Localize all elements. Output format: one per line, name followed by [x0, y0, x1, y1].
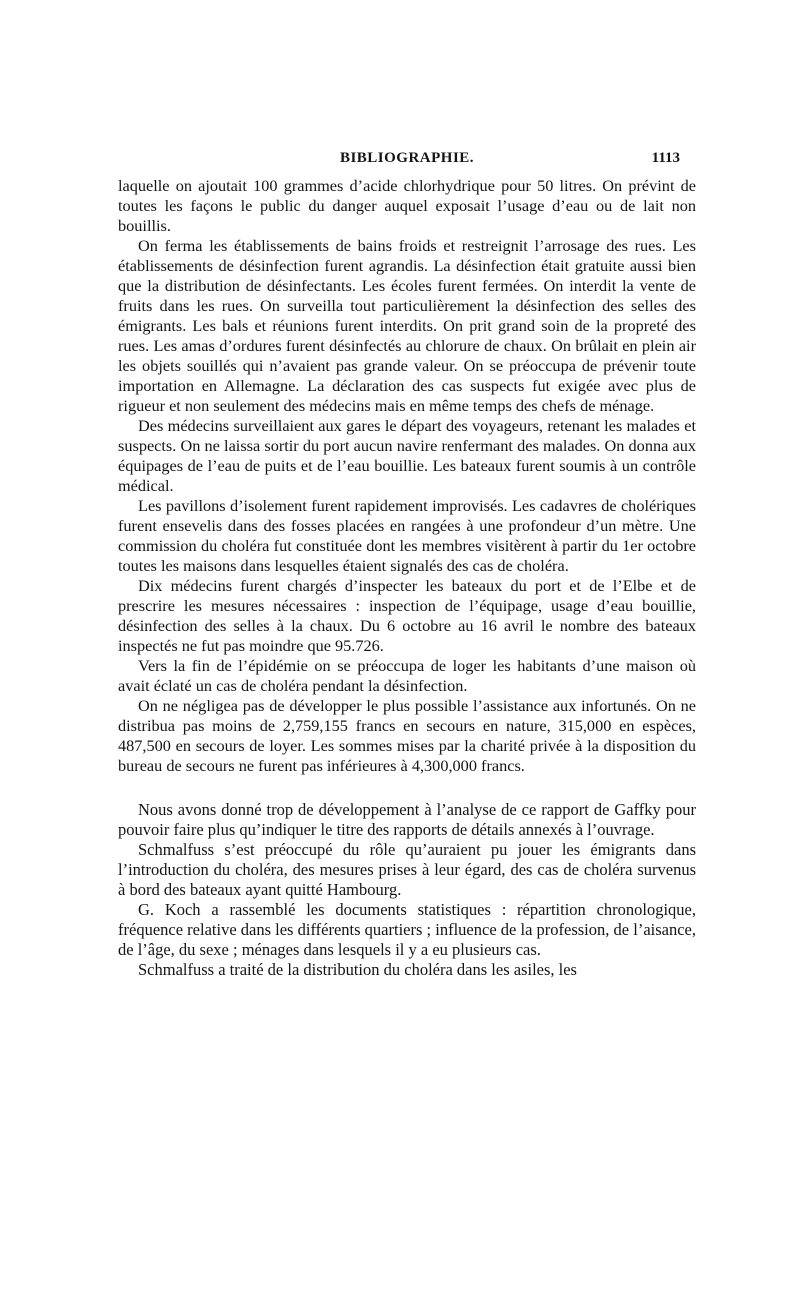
running-header — [118, 150, 696, 176]
paragraph: Vers la fin de l’épidémie on se préoccupa de loger les habitants d’une maison où avait éclaté un cas de choléra pendant la désinfection. — [118, 656, 696, 695]
paragraph: Schmalfuss a traité de la distribution du choléra dans les asiles, les — [138, 960, 577, 979]
document-page — [118, 150, 696, 980]
running-title: BIBLIOGRAPHIE. — [339, 150, 475, 166]
paragraph: laquelle on ajoutait 100 grammes d’acide chlorhydrique pour 50 litres. On prévint de toutes les façons le public du danger auquel exposait l’usage d’eau ou de lait non bouillis. — [118, 176, 696, 235]
body-section-2 — [118, 800, 696, 980]
paragraph: Dix médecins furent chargés d’inspecter les bateaux du port et de l’Elbe et de prescrire les mesures nécessaires : inspection de l’équipage, usage d’eau bouillie, désinfection des selles à la chaux. Du 6 octobre au 16 avril le nombre des bateaux inspectés ne fut pas moindre que 95.726. — [118, 576, 696, 655]
paragraph: Des médecins surveillaient aux gares le départ des voyageurs, retenant les malades et suspects. On ne laissa sortir du port aucun navire renfermant des malades. On donna aux équipages de l’eau de puits et de l’eau bouillie. Les bateaux furent soumis à un contrôle médical. — [118, 416, 696, 495]
paragraph: Les pavillons d’isolement furent rapidement improvisés. Les cadavres de cholériques furent ensevelis dans des fosses placées en rangées à une profondeur d’un mètre. Une commission du choléra fut constituée dont les membres visitèrent à partir du 1er octobre toutes les maisons dans lesquelles étaient signalés des cas de choléra. — [118, 496, 696, 575]
paragraph: G. Koch a rassemblé les documents statistiques : répartition chronologique, fréquence relative dans les différents quartiers ; influence de la profession, de l’aisance, de l’âge, du sexe ; ménages dans lesquels il y a eu plusieurs cas. — [118, 900, 696, 959]
paragraph: Schmalfuss s’est préoccupé du rôle qu’auraient pu jouer les émigrants dans l’introduction du choléra, des mesures prises à leur égard, des cas de choléra survenus à bord des bateaux ayant quitté Hambourg. — [118, 840, 696, 899]
page-number: 1113 — [651, 150, 680, 166]
paragraph: On ferma les établissements de bains froids et restreignit l’arrosage des rues. Les établissements de désinfection furent agrandis. La désinfection était gratuite aussi bien que la distribution de désinfectants. Les écoles furent fermées. On interdit la vente de fruits dans les rues. On surveilla tout particulièrement la désinfection des selles des émigrants. Les bals et réunions furent interdits. On prit grand soin de la propreté des rues. Les amas d’ordures furent désinfectés au chlorure de chaux. On brûlait en plein air les objets souillés qui n’avaient pas grande valeur. On se préoccupa de prévenir toute importation en Allemagne. La déclaration des cas suspects fut exigée avec plus de rigueur et non seulement des médecins mais en même temps des chefs de ménage. — [118, 236, 696, 415]
body-section-1 — [118, 176, 696, 776]
paragraph: Nous avons donné trop de développement à l’analyse de ce rapport de Gaffky pour pouvoir faire plus qu’indiquer le titre des rapports de détails annexés à l’ouvrage. — [118, 800, 696, 839]
paragraph: On ne négligea pas de développer le plus possible l’assistance aux infortunés. On ne distribua pas moins de 2,759,155 francs en secours en nature, 315,000 en espèces, 487,500 en secours de loyer. Les sommes mises par la charité privée à la disposition du bureau de secours ne furent pas inférieures à 4,300,000 francs. — [118, 696, 696, 775]
